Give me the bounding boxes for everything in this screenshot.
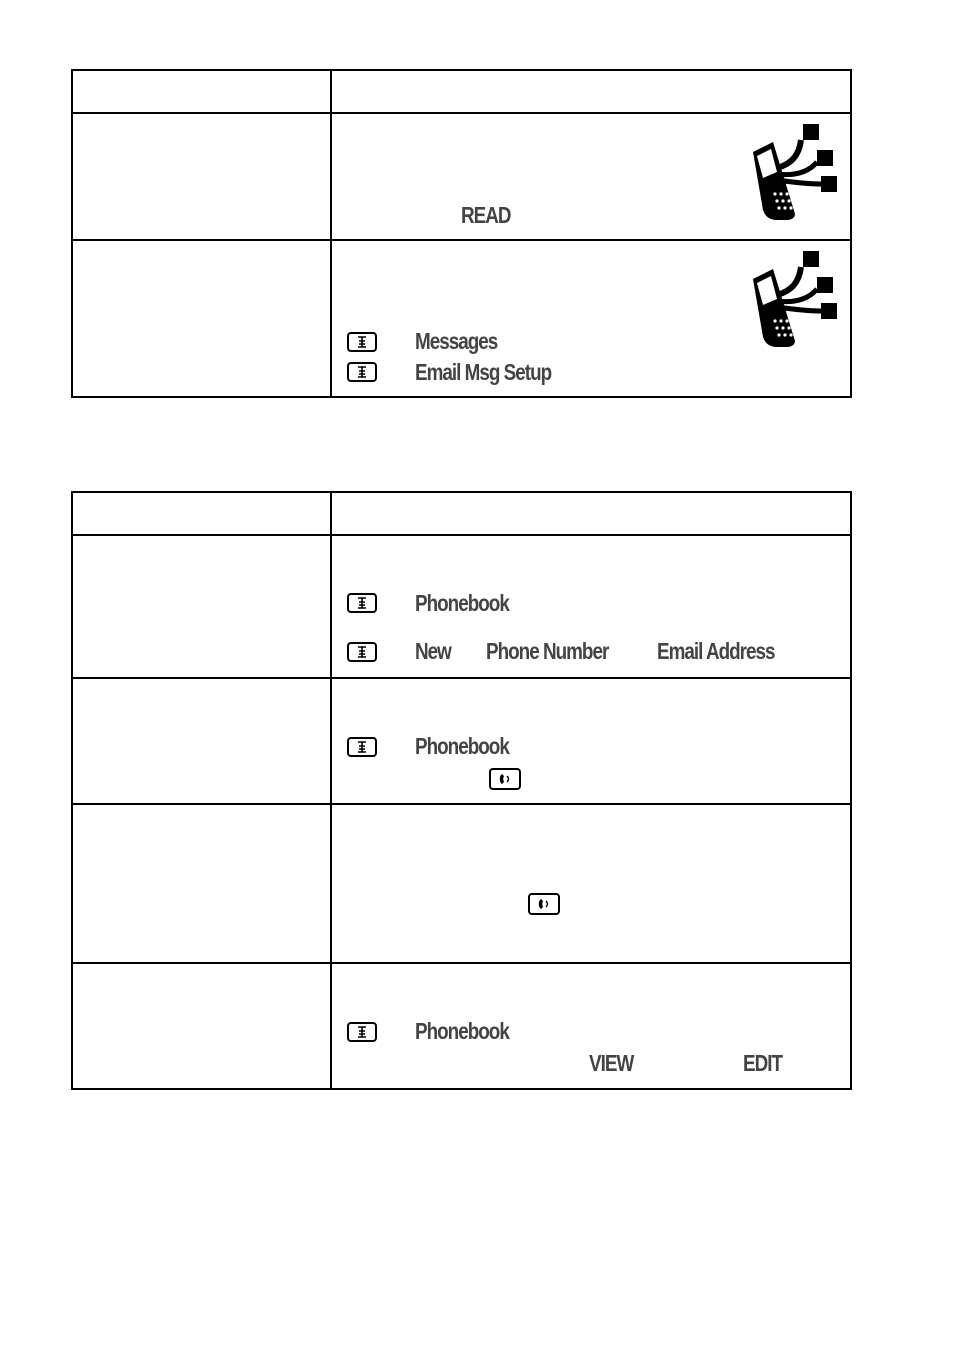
read-keyword: READ <box>461 202 511 228</box>
table-cell-description <box>332 964 850 1088</box>
table-row <box>73 962 850 1088</box>
table-cell-feature <box>73 114 332 239</box>
table-2 <box>71 491 852 1090</box>
table-cell-feature <box>73 536 332 677</box>
network-phone-icon <box>747 122 843 222</box>
table-row <box>73 803 850 962</box>
table-cell-description <box>332 536 850 677</box>
table-cell-feature <box>73 805 332 962</box>
header-cell-right <box>332 493 850 534</box>
table-header-row <box>73 71 850 112</box>
menu-item-phonebook: Phonebook <box>415 733 509 759</box>
menu-key-icon <box>347 642 377 662</box>
network-phone-icon <box>747 249 843 349</box>
table-row <box>73 534 850 677</box>
table-header-row <box>73 493 850 534</box>
menu-item-phone-number: Phone Number <box>486 638 609 664</box>
table-cell-description <box>332 241 850 396</box>
table-cell-description <box>332 805 850 962</box>
menu-item-messages: Messages <box>415 328 498 354</box>
table-1 <box>71 69 852 398</box>
send-key-icon <box>528 893 560 915</box>
menu-item-email-msg-setup: Email Msg Setup <box>415 359 552 385</box>
table-cell-description <box>332 114 850 239</box>
header-cell-right <box>332 71 850 112</box>
menu-item-phonebook: Phonebook <box>415 1018 509 1044</box>
table-row <box>73 112 850 239</box>
menu-item-phonebook: Phonebook <box>415 590 509 616</box>
table-cell-feature <box>73 241 332 396</box>
send-key-icon <box>489 768 521 790</box>
table-row <box>73 239 850 396</box>
header-cell-left <box>73 493 332 534</box>
table-cell-feature <box>73 964 332 1088</box>
menu-key-icon <box>347 593 377 613</box>
menu-key-icon <box>347 737 377 757</box>
table-cell-feature <box>73 679 332 803</box>
menu-item-email-address: Email Address <box>657 638 775 664</box>
menu-key-icon <box>347 332 377 352</box>
menu-key-icon <box>347 1022 377 1042</box>
menu-item-new: New <box>415 638 451 664</box>
table-row <box>73 677 850 803</box>
table-cell-description <box>332 679 850 803</box>
header-cell-left <box>73 71 332 112</box>
edit-keyword: EDIT <box>743 1050 783 1076</box>
menu-key-icon <box>347 362 377 382</box>
view-keyword: VIEW <box>589 1050 634 1076</box>
